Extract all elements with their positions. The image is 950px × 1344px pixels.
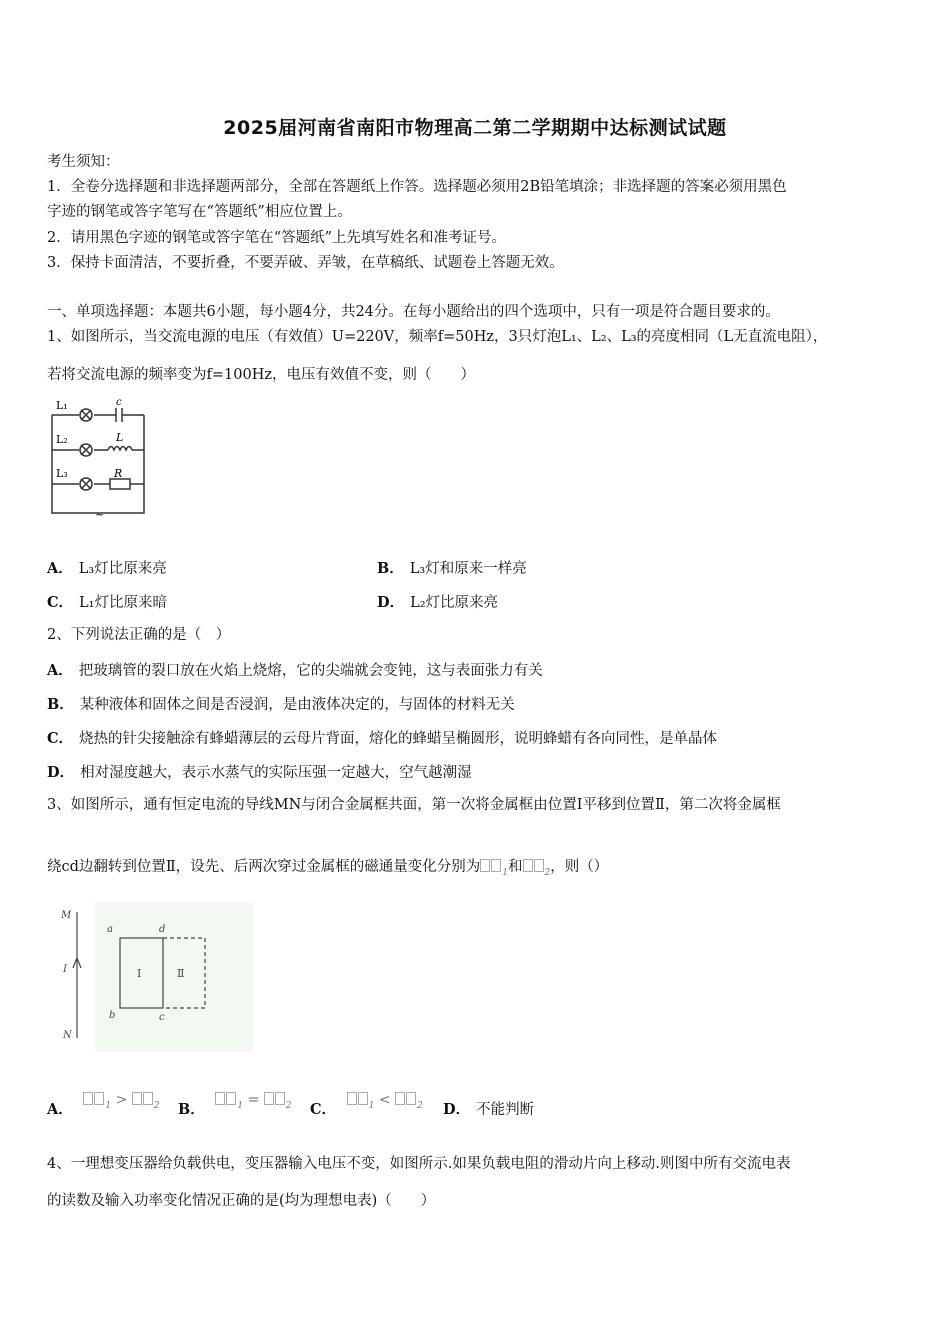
label-position-1: Ⅰ [137,967,142,980]
label-n: N [63,1030,72,1041]
option-label: C． [47,730,74,747]
q3-text-pre: 绕cd边翻转到位置Ⅱ，设先、后两次穿过金属框的磁通量变化分别为 [47,859,481,875]
label-ac-source: ~ [95,508,105,521]
option-text: L₃灯比原来亮 [78,561,167,577]
option-3d[interactable] [443,1098,534,1119]
option-label: C． [310,1101,337,1118]
option-text: 不能判断 [476,1102,535,1118]
option-label: C． [47,594,74,611]
option-text: 烧热的针尖接触涂有蜂蜡薄层的云母片背面，熔化的蜂蜡呈椭圆形，说明蜂蜡有各向同性，是单晶体 [79,731,718,747]
option-text: L₃灯和原来一样亮 [409,561,527,577]
label-l3: L₃ [56,467,68,480]
section-heading: 一、单项选择题：本题共6小题，每小题4分，共24分。在每小题给出的四个选项中，只有一项是符合题目要求的。 [47,304,780,320]
label-inductor: L [116,431,124,444]
relation-symbol: < [378,1092,391,1108]
option-2c[interactable] [47,727,717,748]
question-4-stem: 4、一理想变压器给负载供电，变压器输入电压不变，如图所示.如果负载电阻的滑动片向上移动.则图中所有交流电表 [47,1156,791,1172]
magnetic-frame-figure-q3 [55,898,255,1058]
q3-text-mid: 和 [508,859,523,875]
option-text: 相对湿度越大，表示水蒸气的实际压强一定越大，空气越潮湿 [80,765,472,781]
option-label: B． [178,1101,205,1118]
label-current: I [63,964,67,975]
option-3b[interactable] [178,1092,292,1121]
label-r: R [114,467,123,480]
question-4-stem-cont: 的读数及输入功率变化情况正确的是(均为理想电表)（ ） [47,1193,436,1209]
label-c: c [116,397,122,408]
notice-item: 3．保持卡面清洁，不要折叠，不要弄破、弄皱，在草稿纸、试题卷上答题无效。 [47,255,564,271]
notice-item: 1．全卷分选择题和非选择题两部分，全部在答题纸上作答。选择题必须用2B铅笔填涂；非选择题的答案必须用黑色 [47,179,787,195]
label-l2: L₂ [56,433,68,446]
option-3b-formula: $_1$ = $_2$ [215,1092,291,1111]
notice-item: 字迹的钢笔或答字笔写在“答题纸”相应位置上。 [47,204,352,220]
label-d: d [159,924,166,935]
notice-heading: 考生须知： [47,154,120,170]
label-b: b [109,1010,116,1021]
option-3c[interactable] [310,1092,423,1121]
option-1b[interactable] [377,557,527,578]
option-1a[interactable] [47,557,167,578]
option-label: D． [377,594,405,611]
option-2d[interactable] [47,761,472,782]
circuit-figure-q1 [44,395,156,523]
option-text: 把玻璃管的裂口放在火焰上烧熔，它的尖端就会变钝，这与表面张力有关 [78,663,543,679]
label-l1: L₁ [56,399,68,412]
option-label: D． [443,1101,471,1118]
label-a: a [107,924,113,935]
option-label: A． [47,1101,73,1118]
option-text: 某种液体和固体之间是否浸润，是由液体决定的，与固体的材料无关 [79,697,515,713]
label-c: c [159,1012,165,1023]
q3-text-post: ，则（） [550,859,609,875]
delta-phi-1-icon: 1 [480,857,508,883]
question-1-stem: 1、如图所示，当交流电源的电压（有效值）U=220V，频率f=50Hz，3只灯泡L₁、L₂、L₃的亮度相同（L无直流电阻）， [47,329,828,345]
option-label: B． [377,560,404,577]
relation-symbol: = [247,1092,260,1108]
question-1-stem-cont: 若将交流电源的频率变为f=100Hz，电压有效值不变，则（ ） [47,367,475,383]
option-label: A． [47,662,73,679]
option-3c-formula: $_1$ < $_2$ [347,1092,423,1111]
option-2b[interactable] [47,693,515,714]
option-1c[interactable] [47,591,167,612]
option-label: D． [47,764,75,781]
relation-symbol: > [115,1092,128,1108]
notice-item: 2．请用黑色字迹的钢笔或答字笔在“答题纸”上先填写姓名和准考证号。 [47,230,507,246]
page-title: 2025届河南省南阳市物理高二第二学期期中达标测试试题 [223,117,727,139]
option-1d[interactable] [377,591,498,612]
question-3-stem-cont [47,857,608,883]
label-m: M [61,910,72,921]
option-label: B． [47,696,74,713]
option-3a-formula: $_1$ > $_2$ [83,1092,159,1111]
option-text: L₂灯比原来亮 [410,595,499,611]
option-2a[interactable] [47,659,543,680]
option-3a[interactable] [47,1092,160,1121]
question-2-stem: 2、下列说法正确的是（ ） [47,627,231,643]
delta-phi-2-icon: 2 [523,857,551,883]
option-text: L₁灯比原来暗 [79,595,167,611]
question-3-stem: 3、如图所示，通有恒定电流的导线MN与闭合金属框共面，第一次将金属框由位置Ⅰ平移到位置Ⅱ，第二次将金属框 [47,797,781,813]
label-position-2: Ⅱ [177,967,185,980]
option-label: A． [47,560,73,577]
